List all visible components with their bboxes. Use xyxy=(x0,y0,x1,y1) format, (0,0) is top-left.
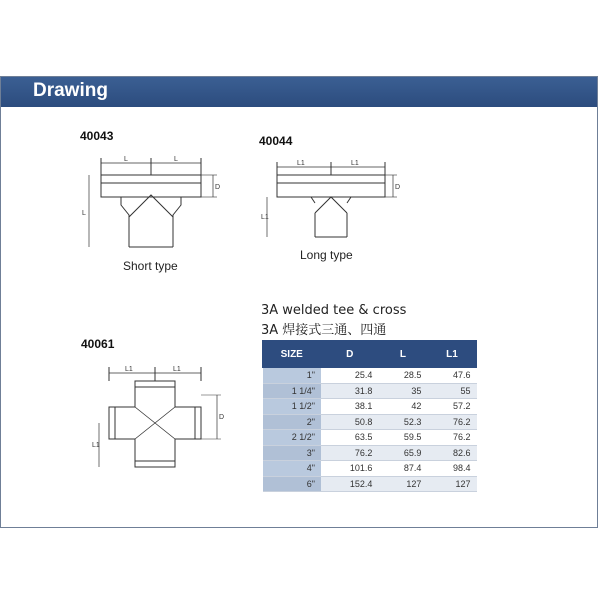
dim-label: L1 xyxy=(297,160,305,167)
size-cell: 3" xyxy=(263,445,322,461)
long-tee-drawing xyxy=(263,159,413,249)
short-tee-drawing xyxy=(81,153,231,253)
dim-label: L xyxy=(82,210,86,217)
value-cell: 57.2 xyxy=(427,399,476,415)
dim-label: L1 xyxy=(351,160,359,167)
table-row xyxy=(263,399,477,415)
value-cell: 59.5 xyxy=(378,430,427,446)
value-cell: 42 xyxy=(378,399,427,415)
size-cell: 1" xyxy=(263,368,322,384)
table-row xyxy=(263,430,477,446)
cross-drawing xyxy=(92,363,245,483)
table-row xyxy=(263,383,477,399)
dim-label: L1 xyxy=(92,442,100,449)
drawing-panel xyxy=(0,76,598,528)
size-cell: 2 1/2" xyxy=(263,430,322,446)
value-cell: 55 xyxy=(427,383,476,399)
spec-table xyxy=(262,340,477,492)
value-cell: 35 xyxy=(378,383,427,399)
value-cell: 152.4 xyxy=(321,476,378,492)
value-cell: 31.8 xyxy=(321,383,378,399)
dim-label: L1 xyxy=(261,214,269,221)
table-row xyxy=(263,414,477,430)
table-title-cn: 3A 焊接式三通、四通 xyxy=(261,323,387,338)
value-cell: 101.6 xyxy=(321,461,378,477)
value-cell: 28.5 xyxy=(378,368,427,384)
panel-header xyxy=(1,77,597,107)
panel-title: Drawing xyxy=(33,80,108,101)
value-cell: 87.4 xyxy=(378,461,427,477)
value-cell: 127 xyxy=(378,476,427,492)
size-cell: 2" xyxy=(263,414,322,430)
value-cell: 82.6 xyxy=(427,445,476,461)
size-cell: 6" xyxy=(263,476,322,492)
value-cell: 76.2 xyxy=(427,430,476,446)
value-cell: 76.2 xyxy=(321,445,378,461)
size-cell: 1 1/4" xyxy=(263,383,322,399)
value-cell: 65.9 xyxy=(378,445,427,461)
value-cell: 50.8 xyxy=(321,414,378,430)
value-cell: 63.5 xyxy=(321,430,378,446)
table-row xyxy=(263,368,477,384)
part-code-40061: 40061 xyxy=(81,337,115,351)
dim-label: L xyxy=(174,156,178,163)
short-type-caption: Short type xyxy=(123,259,178,273)
value-cell: 38.1 xyxy=(321,399,378,415)
table-header-row xyxy=(263,341,477,368)
dim-label: L xyxy=(124,156,128,163)
value-cell: 98.4 xyxy=(427,461,476,477)
table-row xyxy=(263,445,477,461)
part-code-40044: 40044 xyxy=(259,134,293,148)
value-cell: 47.6 xyxy=(427,368,476,384)
long-type-caption: Long type xyxy=(300,248,353,262)
value-cell: 127 xyxy=(427,476,476,492)
column-header: SIZE xyxy=(263,341,322,368)
dim-label: L1 xyxy=(173,366,181,373)
size-cell: 4" xyxy=(263,461,322,477)
dim-label: D xyxy=(395,184,401,191)
value-cell: 25.4 xyxy=(321,368,378,384)
column-header: L xyxy=(378,341,427,368)
dim-label: L1 xyxy=(125,366,133,373)
part-code-40043: 40043 xyxy=(80,129,114,143)
dim-label: D xyxy=(215,184,221,191)
table-title-en: 3A welded tee & cross xyxy=(261,303,407,318)
column-header: L1 xyxy=(427,341,476,368)
value-cell: 76.2 xyxy=(427,414,476,430)
dim-label: D xyxy=(219,414,225,421)
size-cell: 1 1/2" xyxy=(263,399,322,415)
table-row xyxy=(263,476,477,492)
value-cell: 52.3 xyxy=(378,414,427,430)
column-header: D xyxy=(321,341,378,368)
table-row xyxy=(263,461,477,477)
